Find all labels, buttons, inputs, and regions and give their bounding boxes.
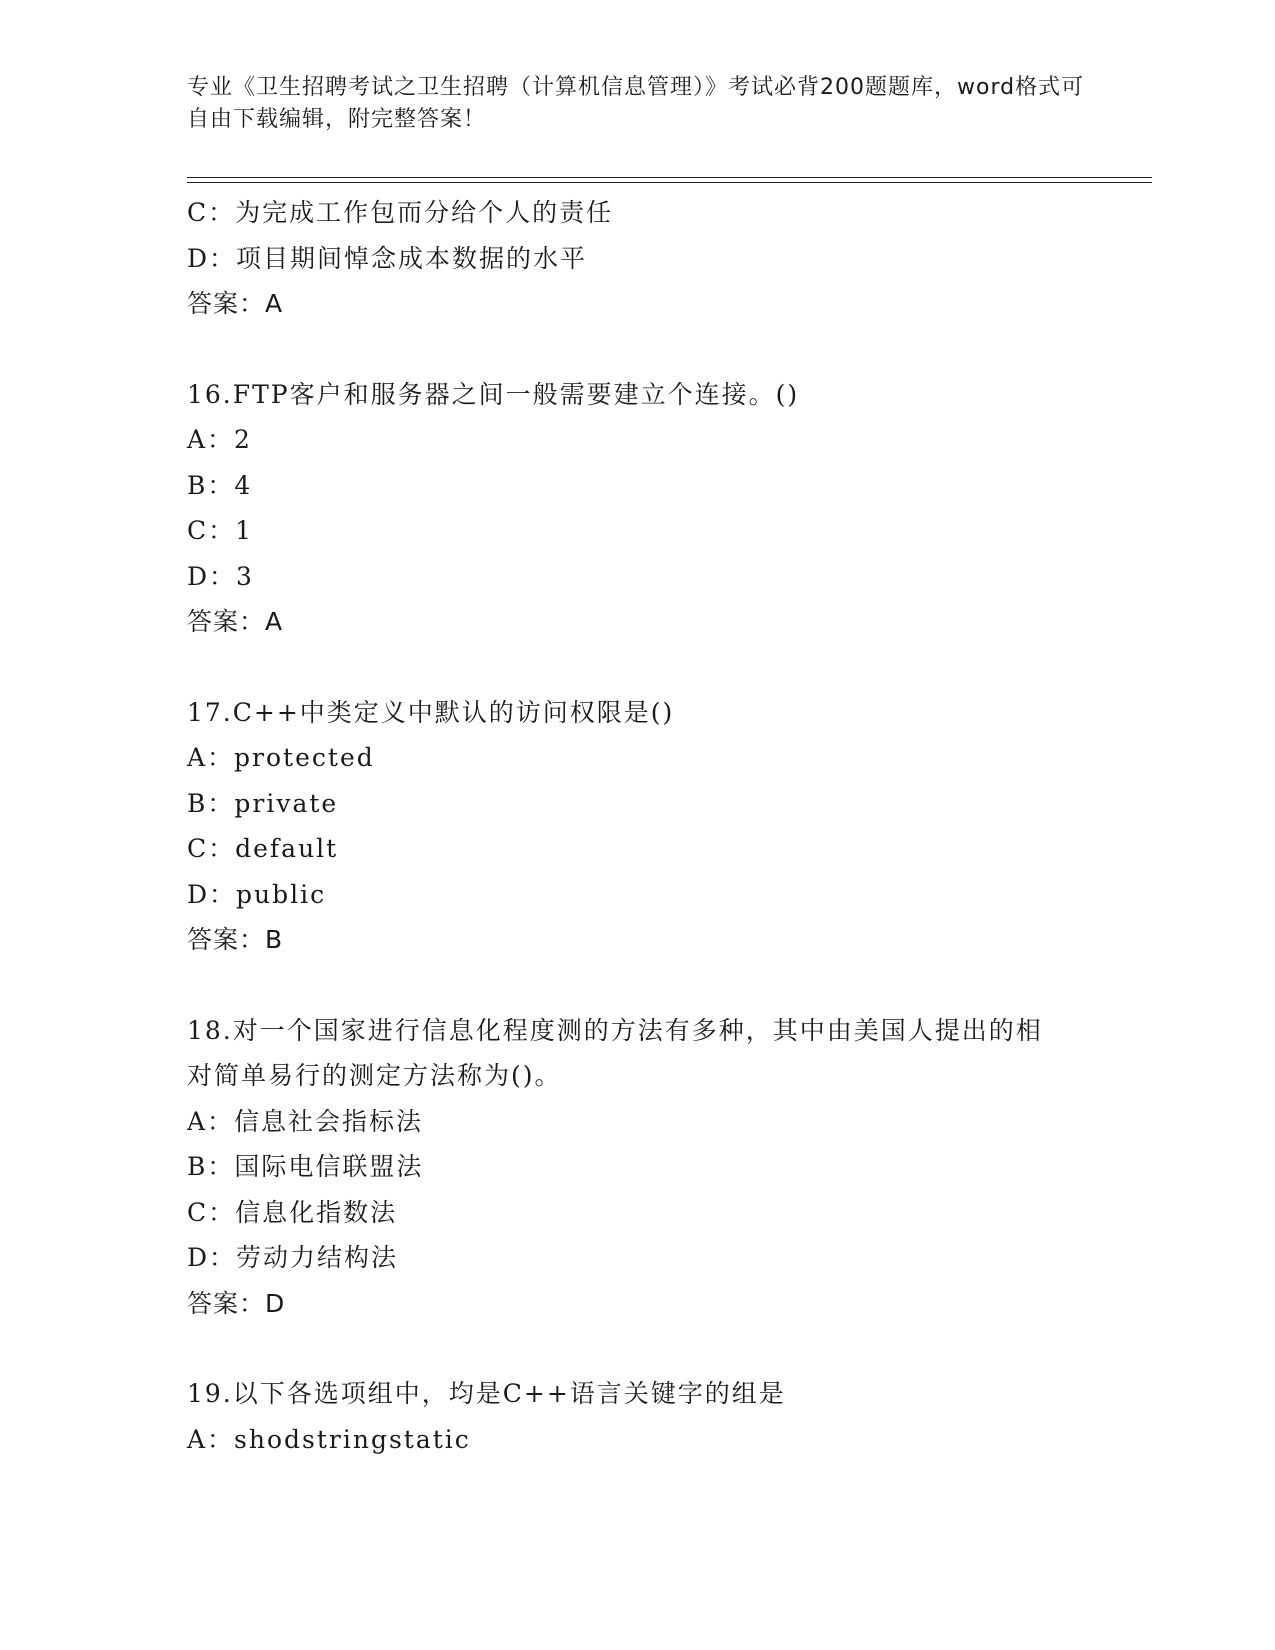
- q18-option-b: B：国际电信联盟法: [187, 1152, 424, 1181]
- q17-answer: 答案：B: [187, 925, 284, 954]
- q17-stem: 17.C++中类定义中默认的访问权限是(): [187, 697, 675, 727]
- q15-option-c: C：为完成工作包而分给个人的责任: [187, 198, 614, 227]
- q17-option-b: B：private: [187, 788, 339, 818]
- q15-answer: 答案：A: [187, 289, 284, 318]
- spacer: [187, 1326, 1087, 1371]
- q16-answer: 答案：A: [187, 607, 284, 636]
- q19-stem: 19.以下各选项组中，均是C++语言关键字的组是: [187, 1379, 786, 1408]
- q16-stem: 16.FTP客户和服务器之间一般需要建立个连接。(): [187, 379, 800, 409]
- q16-option-a: A：2: [187, 425, 252, 454]
- spacer: [187, 327, 1087, 372]
- q16-option-c: C：1: [187, 516, 254, 545]
- q17-option-c: C：default: [187, 834, 339, 863]
- q18-option-d: D：劳动力结构法: [187, 1243, 399, 1272]
- q18-option-c: C：信息化指数法: [187, 1197, 398, 1227]
- q19-option-a: A：shodstringstatic: [187, 1424, 471, 1454]
- q18-option-a: A：信息社会指标法: [187, 1106, 424, 1136]
- spacer: [187, 963, 1087, 1008]
- q16-option-d: D：3: [187, 561, 254, 591]
- q17-option-a: A：protected: [187, 743, 375, 772]
- header-divider-bottom: [187, 182, 1152, 183]
- document-header: 专业《卫生招聘考试之卫生招聘（计算机信息管理）》考试必背200题题库，word格式可自由下载编辑，附完整答案！: [187, 75, 1085, 132]
- header-divider-top: [187, 177, 1152, 178]
- q18-answer: 答案：D: [187, 1288, 286, 1318]
- spacer: [187, 645, 1087, 690]
- q18-stem: 18.对一个国家进行信息化程度测的方法有多种，其中由美国人提出的相对简单易行的测定方法称为()。: [187, 1015, 1043, 1090]
- q15-option-d: D：项目期间悼念成本数据的水平: [187, 243, 588, 273]
- question-content: [187, 190, 1087, 1462]
- q16-option-b: B：4: [187, 470, 253, 500]
- q17-option-d: D：public: [187, 879, 327, 909]
